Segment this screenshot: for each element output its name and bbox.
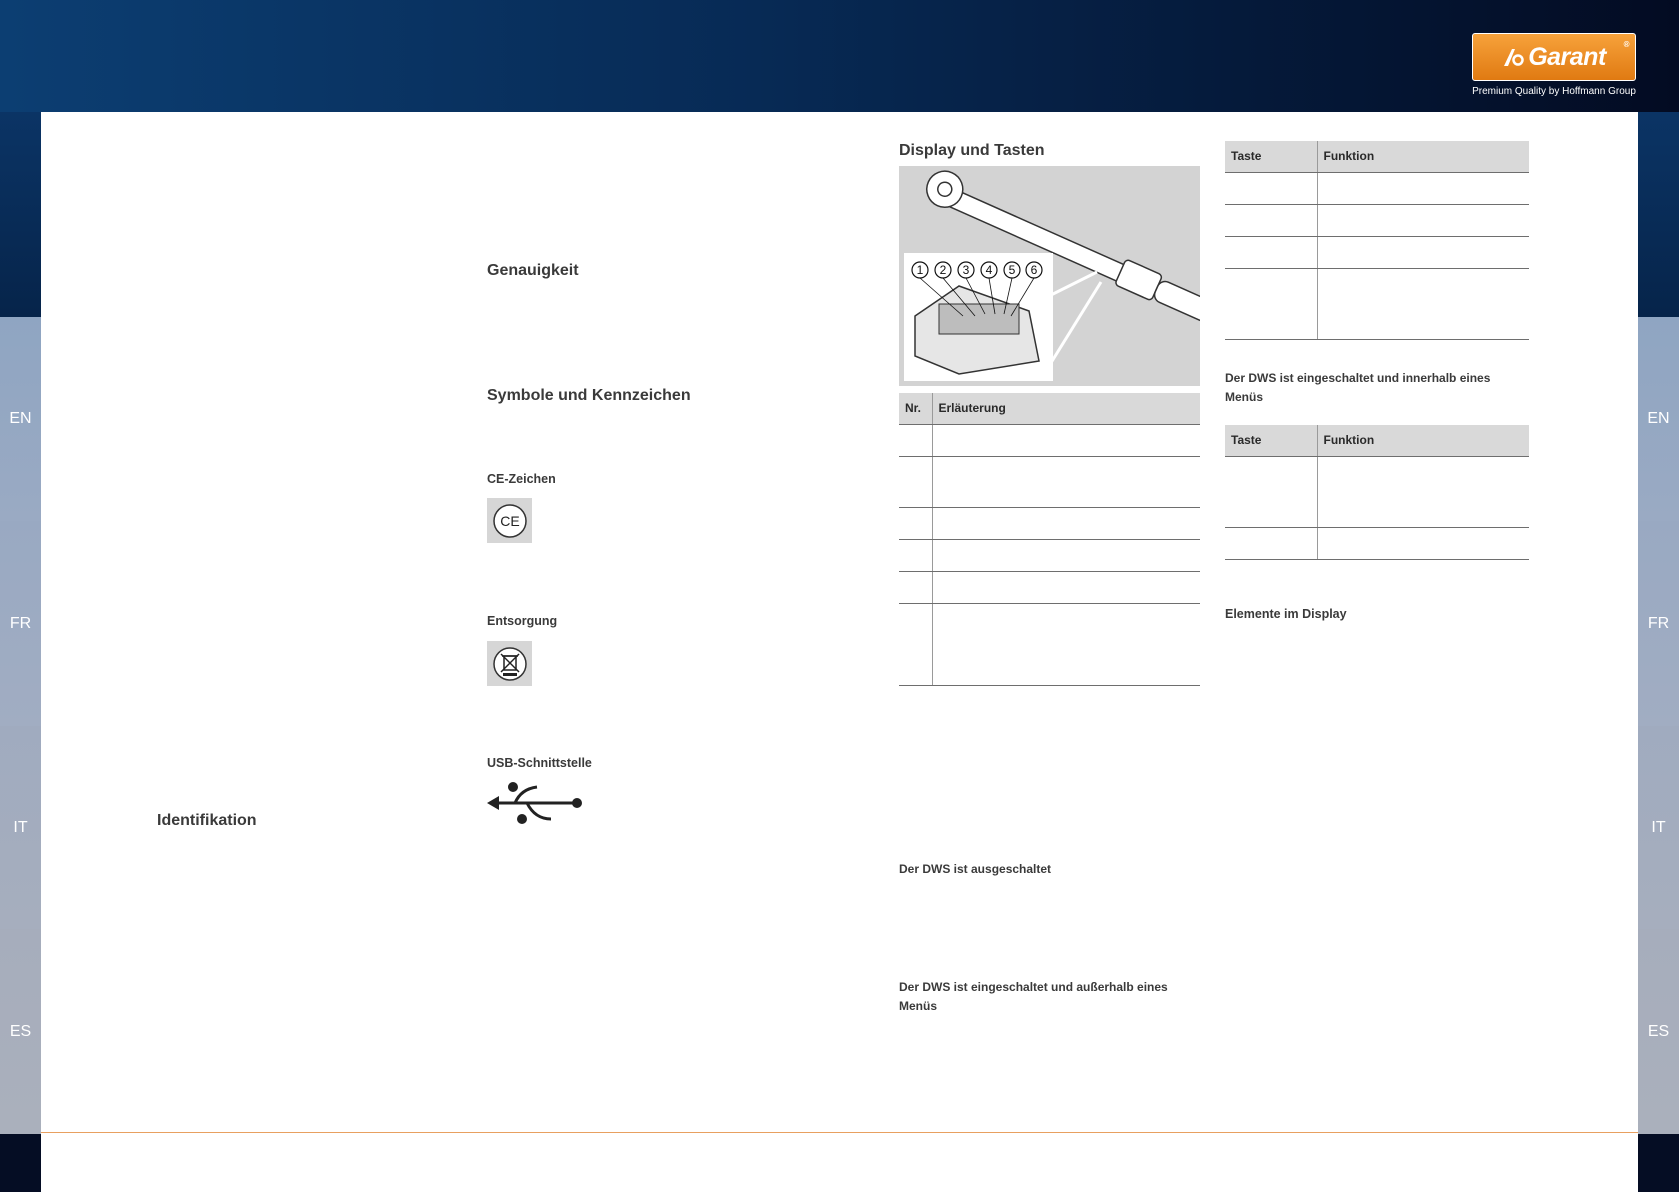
header-band [0,0,1679,112]
th-nr: Nr. [899,393,932,424]
label-ce-zeichen: CE-Zeichen [487,472,556,486]
table-row [1225,527,1529,559]
lang-tab-label: FR [1647,614,1670,632]
note-dws-ausgeschaltet: Der DWS ist ausgeschaltet [899,862,1052,876]
garant-logo [1472,33,1636,81]
table-row [1225,236,1529,268]
th-taste: Taste [1225,141,1317,172]
heading-elemente-im-display: Elemente im Display [1225,607,1347,621]
lang-tab-label: ES [1647,1022,1670,1040]
garant-mark-icon [1502,46,1524,68]
callout-4-label: 4 [985,263,993,277]
lang-tab-label: ES [9,1022,32,1040]
usb-icon [487,781,585,827]
table-row [899,424,1200,456]
torque-wrench-image [899,166,1200,386]
logo-text: Garant [1528,42,1606,71]
disposal-symbol-box [487,641,532,686]
footer-divider [41,1132,1638,1133]
lang-tab-left-fr[interactable] [0,521,41,726]
table-nr-erlaeuterung [899,393,1200,686]
th-funktion: Funktion [1317,425,1529,456]
lang-tab-label: EN [1647,410,1670,427]
lang-tab-right-es[interactable] [1638,929,1679,1134]
th-erlaeuterung: Erläuterung [932,393,1200,424]
callout-3-label: 3 [962,263,970,277]
lang-tab-right-it[interactable] [1638,726,1679,929]
callout-5-label: 5 [1008,263,1016,277]
table-row [899,571,1200,603]
lang-tab-left-en[interactable] [0,317,41,521]
th-taste: Taste [1225,425,1317,456]
lang-tab-label: IT [13,818,28,836]
table-row [899,456,1200,507]
table-row [1225,456,1529,527]
table-row [1225,204,1529,236]
lang-tab-label: IT [1651,818,1666,836]
footer-band-right [1638,1134,1679,1192]
label-usb-schnittstelle: USB-Schnittstelle [487,756,592,770]
note-dws-ausserhalb-menu: Der DWS ist eingeschaltet und außerhalb eines Menüs [899,980,1168,1013]
table-row [1225,268,1529,339]
ce-symbol-box [487,498,532,543]
callout-1-label: 1 [916,263,924,277]
lang-tab-label: EN [9,410,32,427]
heading-symbole: Symbole und Kennzeichen [487,387,691,404]
note-dws-innerhalb-menu: Der DWS ist eingeschaltet und innerhalb eines Menüs [1225,371,1491,404]
table-taste-funktion-1 [1225,141,1529,340]
heading-genauigkeit: Genauigkeit [487,262,579,279]
logo-tagline: Premium Quality by Hoffmann Group [1472,86,1636,97]
wrench-illustration [899,166,1200,386]
lang-tab-left-es[interactable] [0,929,41,1134]
ce-mark-icon [491,502,529,540]
th-funktion: Funktion [1317,141,1529,172]
crossed-bin-icon [491,645,529,683]
callout-2-label: 2 [939,263,947,277]
lang-tab-right-fr[interactable] [1638,521,1679,726]
lang-tab-right-en[interactable] [1638,317,1679,521]
table-row [1225,172,1529,204]
lang-tab-right-de[interactable] [1638,112,1679,317]
lang-tab-label: FR [9,614,32,632]
table-taste-funktion-2 [1225,425,1529,560]
table-row [899,507,1200,539]
table-row [899,539,1200,571]
footer-band-left [0,1134,41,1192]
callout-6-label: 6 [1030,263,1038,277]
table-row [899,603,1200,685]
lang-tab-left-it[interactable] [0,726,41,929]
label-entsorgung: Entsorgung [487,614,558,628]
ce-mark-text: CE [499,512,520,529]
heading-identifikation: Identifikation [157,812,257,829]
heading-display-tasten: Display und Tasten [899,142,1045,159]
logo-registered-mark: ® [1623,40,1629,49]
lang-tab-left-de[interactable] [0,112,41,317]
